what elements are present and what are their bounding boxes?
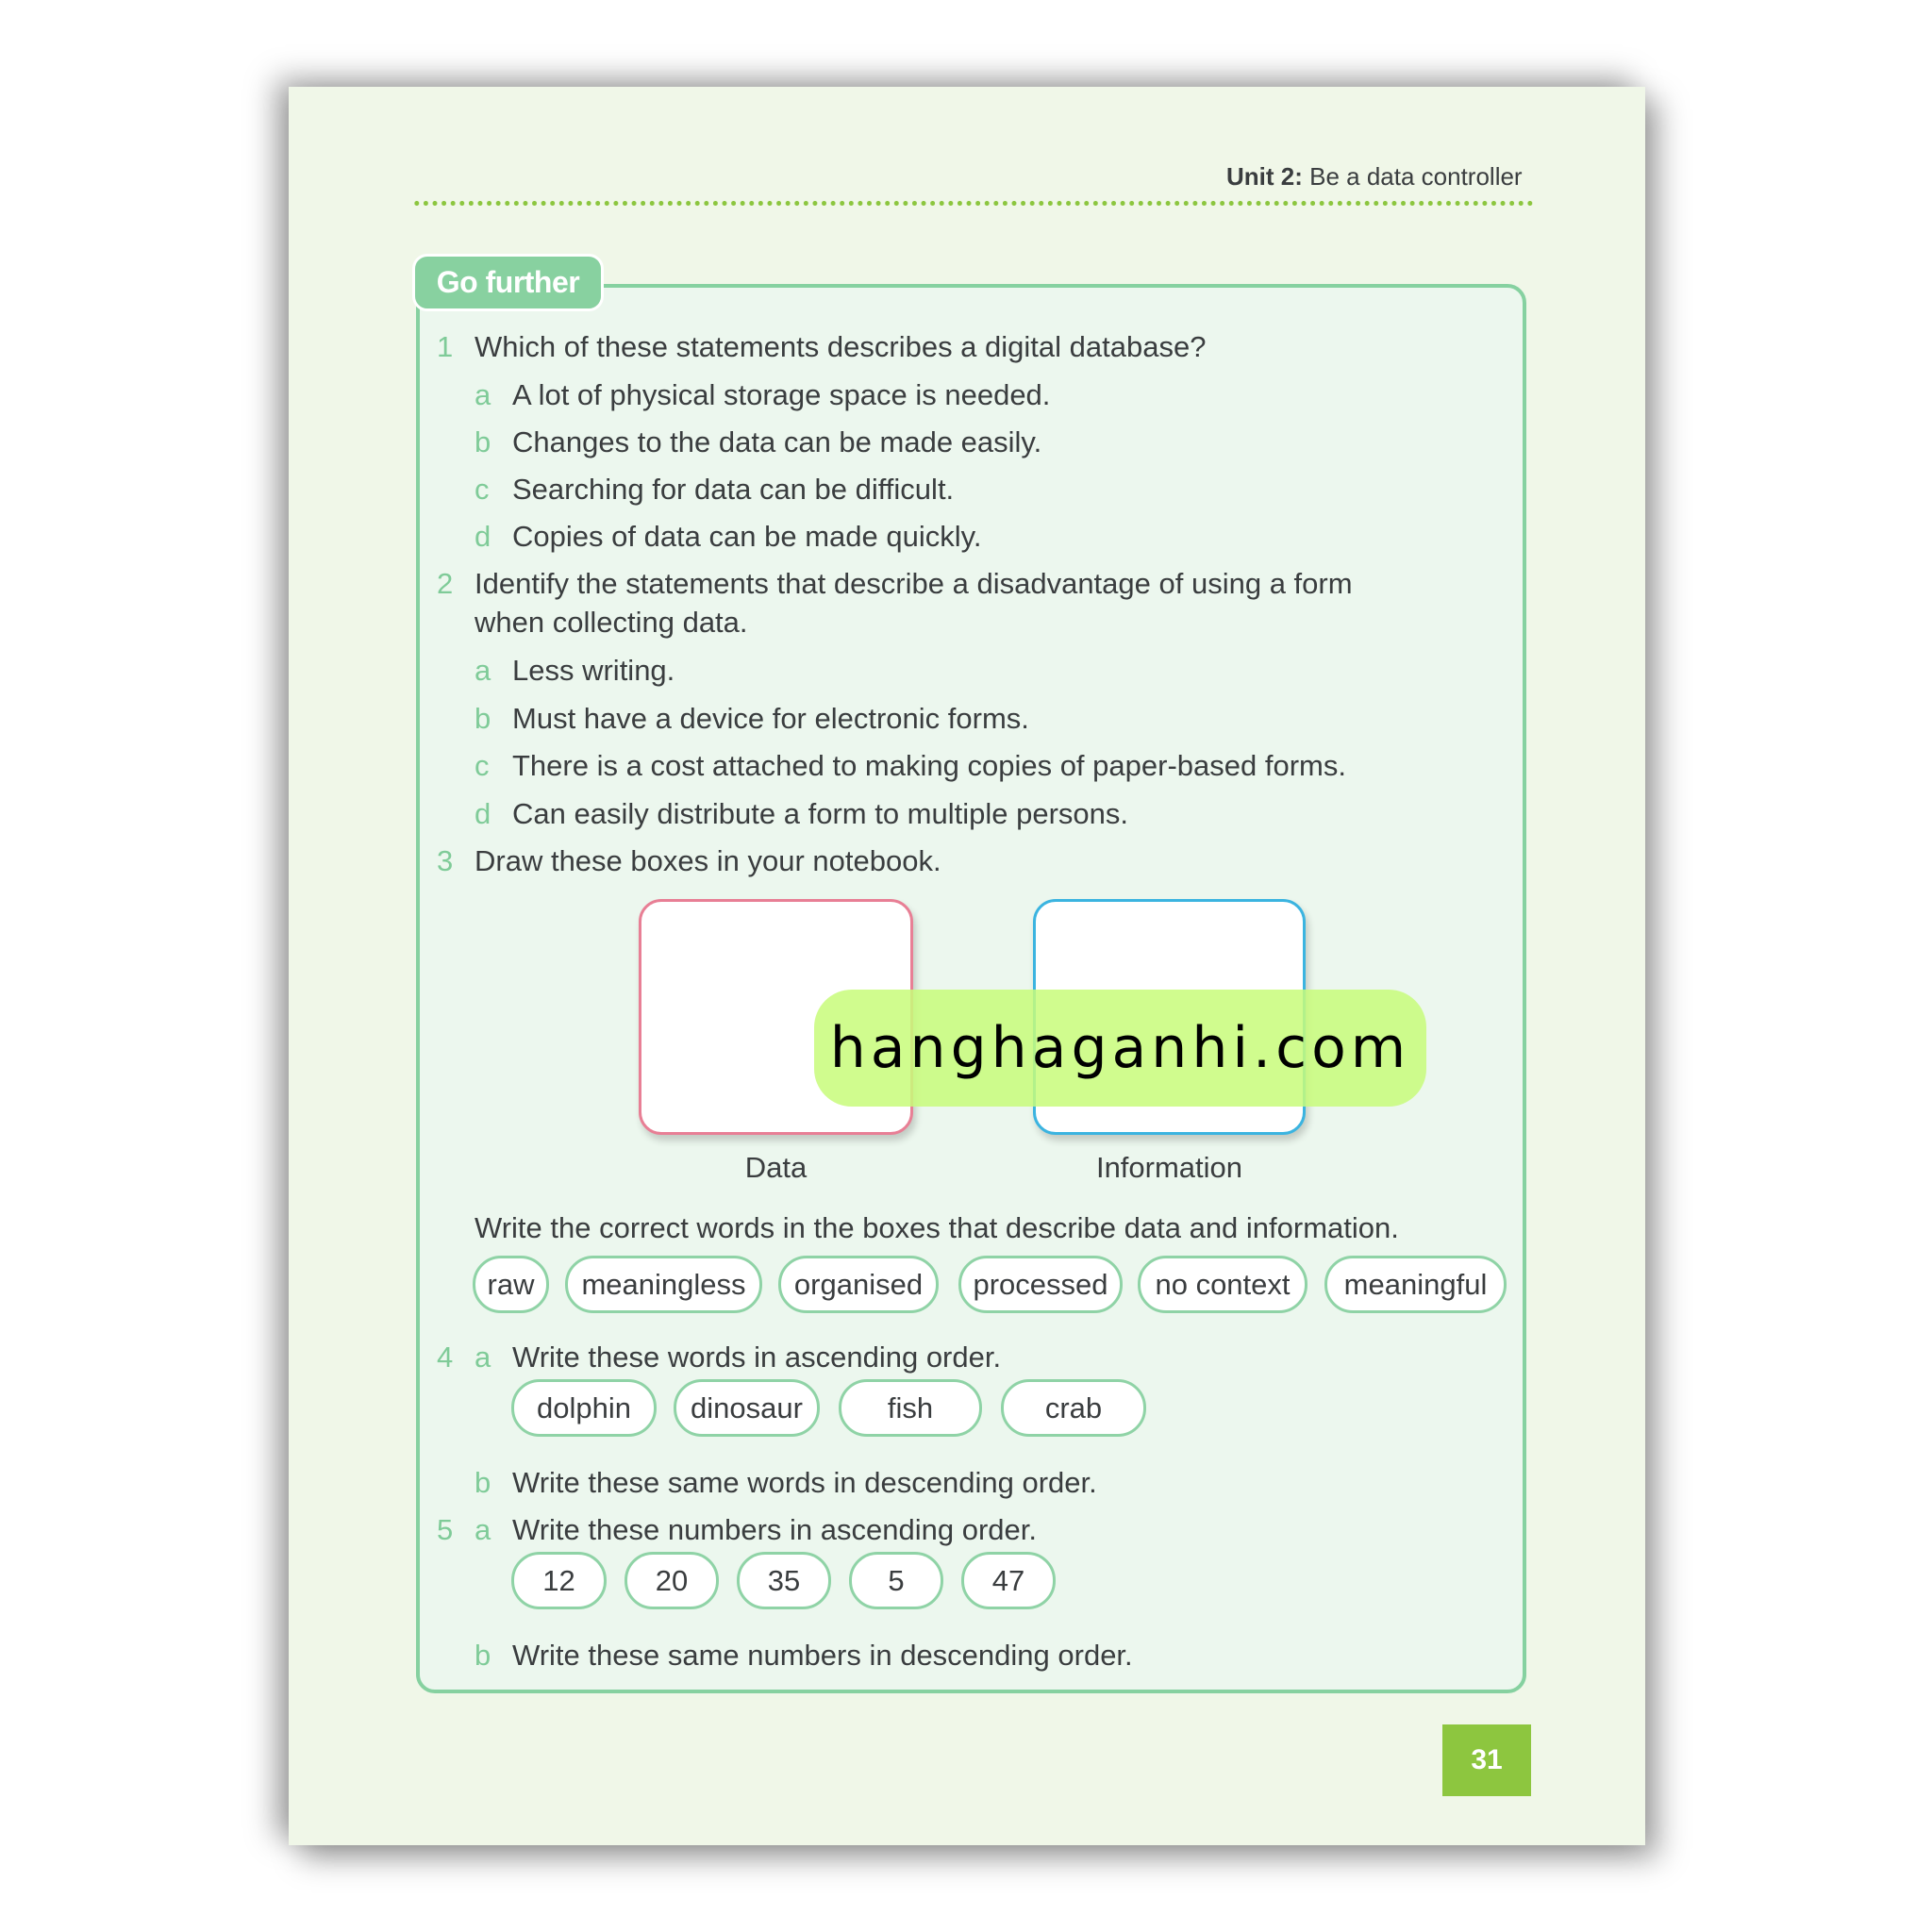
q1-option-c-letter: c xyxy=(475,473,490,506)
q1-option-d-letter: d xyxy=(475,520,491,553)
go-further-tab: Go further xyxy=(412,254,604,311)
q1-option-a: A lot of physical storage space is needed. xyxy=(512,378,1051,411)
word-chip-meaningless: meaningless xyxy=(565,1256,762,1313)
q5-part-a-letter: a xyxy=(475,1513,491,1546)
word-chip-organised: organised xyxy=(778,1256,939,1313)
q2-option-a-letter: a xyxy=(475,654,491,687)
word-chip-dinosaur: dinosaur xyxy=(674,1379,820,1437)
q2-option-c: There is a cost attached to making copies of paper-based forms. xyxy=(512,749,1346,782)
question-3-text: Draw these boxes in your notebook. xyxy=(475,844,941,877)
q2-option-b: Must have a device for electronic forms. xyxy=(512,702,1029,735)
q1-option-a-letter: a xyxy=(475,378,491,411)
question-number-1: 1 xyxy=(437,330,454,363)
word-chip-processed: processed xyxy=(958,1256,1123,1313)
unit-title: Be a data controller xyxy=(1302,162,1523,191)
q1-option-c: Searching for data can be difficult. xyxy=(512,473,955,506)
question-number-2: 2 xyxy=(437,567,454,600)
q1-option-d: Copies of data can be made quickly. xyxy=(512,520,982,553)
question-2-text-line2: when collecting data. xyxy=(475,606,748,639)
word-chip-raw: raw xyxy=(473,1256,549,1313)
number-chip-5: 5 xyxy=(849,1552,943,1609)
unit-label: Unit 2: xyxy=(1226,162,1303,191)
question-number-4: 4 xyxy=(437,1341,454,1374)
question-1-text: Which of these statements describes a digital database? xyxy=(475,330,1207,363)
watermark-banner: hanghaganhi.com xyxy=(814,990,1426,1107)
question-number-3: 3 xyxy=(437,844,454,877)
number-chip-47: 47 xyxy=(961,1552,1056,1609)
q4-part-b-text: Write these same words in descending order. xyxy=(512,1466,1097,1499)
information-box-label: Information xyxy=(1095,1151,1243,1184)
word-chip-meaningful: meaningful xyxy=(1324,1256,1507,1313)
q5-part-b-letter: b xyxy=(475,1639,491,1672)
word-chip-no-context: no context xyxy=(1138,1256,1307,1313)
question-2-text-line1: Identify the statements that describe a disadvantage of using a form xyxy=(475,567,1353,600)
q5-part-b-text: Write these same numbers in descending order. xyxy=(512,1639,1133,1672)
page-number-badge: 31 xyxy=(1442,1724,1531,1796)
q2-option-a: Less writing. xyxy=(512,654,675,687)
q4-part-b-letter: b xyxy=(475,1466,491,1499)
q1-option-b: Changes to the data can be made easily. xyxy=(512,425,1042,458)
q2-option-d-letter: d xyxy=(475,797,491,830)
q1-option-b-letter: b xyxy=(475,425,491,458)
word-chip-fish: fish xyxy=(839,1379,982,1437)
header-dotted-divider xyxy=(412,201,1533,206)
number-chip-35: 35 xyxy=(737,1552,831,1609)
unit-header xyxy=(1226,162,1523,192)
q4-part-a-letter: a xyxy=(475,1341,491,1374)
q2-option-c-letter: c xyxy=(475,749,490,782)
data-box-label: Data xyxy=(744,1151,808,1184)
word-chip-dolphin: dolphin xyxy=(511,1379,657,1437)
number-chip-12: 12 xyxy=(511,1552,607,1609)
q2-option-d: Can easily distribute a form to multiple persons. xyxy=(512,797,1129,830)
number-chip-20: 20 xyxy=(625,1552,719,1609)
word-chip-crab: crab xyxy=(1001,1379,1146,1437)
q5-part-a-text: Write these numbers in ascending order. xyxy=(512,1513,1038,1546)
q2-option-b-letter: b xyxy=(475,702,491,735)
question-3-instruction: Write the correct words in the boxes that describe data and information. xyxy=(475,1211,1399,1244)
question-number-5: 5 xyxy=(437,1513,454,1546)
q4-part-a-text: Write these words in ascending order. xyxy=(512,1341,1002,1374)
